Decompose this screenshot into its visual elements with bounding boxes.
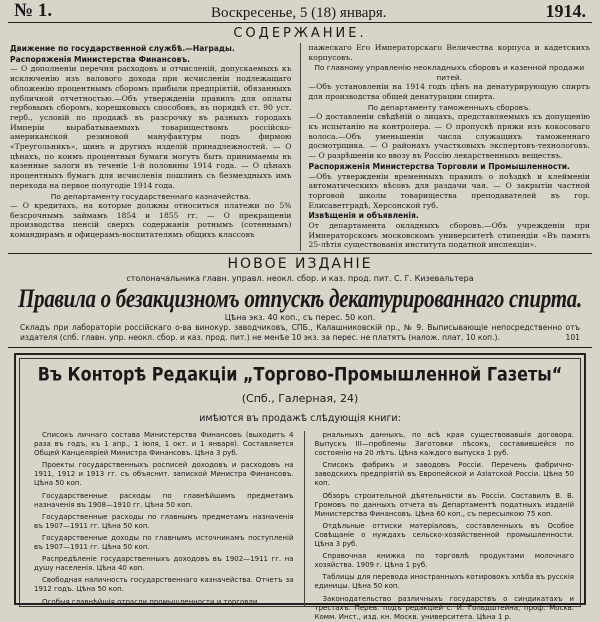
contents-heading: Извѣщенія и объявленія. bbox=[308, 211, 419, 221]
contents-entry: —Объ установленіи на 1914 годъ цѣнъ на денатурирующую спиртъ для производства общей денатурации спирта. bbox=[308, 82, 590, 102]
new-edition-body bbox=[20, 323, 580, 342]
contents-entry: — О дополненіи перечня расходовъ и отчисленій, допускаемыхъ къ исключенію изъ валового дохода при исчисленіи подлежащаго обложенію процентнымъ сборомъ прибыли предпріятій, обязанныхъ публичной отчетностью.—Объ утвержденіи правилъ для оплаты гербовымъ сборомъ, корешковыхъ способовъ, въ порядкѣ ст. 90 уст. герб., условій по продажѣ въ разсрочку въ разныхъ городахъ Имперіи вырабатываемыхъ товариществомъ россійско-американской резиновой мануфактуры подъ фирмою «Треугольникъ», шинъ и другихъ изделій принадлежностей. — О цѣнахъ, по коимъ процентныя бумаги могутъ быть принимаемы въ казенные залоги въ теченіе 1-й половины 1914 года. — О цѣнахъ процентныхъ бумагъ для исчисленія пошлинъ съ безмездныхъ имъ перехода на первое полугодіе 1914 года. bbox=[10, 64, 292, 190]
new-edition-text: Складъ при лабораторіи россійскаго о-ва винокур. заводчиковъ, СПБ., Калашниковскій пр., № 9. Выписывающіе непосредственно отъ издателя (спб. главн. упр. неокл. сбор. и каз. прод. пит.) не менѣе 10 экз. за перес. не платятъ (налож. плат. 10 коп.). bbox=[20, 323, 580, 342]
contents-entry: От департамента окладныхъ сборовъ.—Объ учрежденіи при Императорскомъ московскомъ университетѣ стипендіи «Въ память 25-лѣтія существованія института податной инспекціи». bbox=[308, 221, 590, 250]
book-listing: Государственные расходы по главнымъ предметамъ назначенія въ 1907—1911 гг. Цѣна 50 коп. bbox=[34, 512, 294, 530]
contents-entry: —О доставленіи свѣдѣній о лицахъ, представляемыхъ къ допущенію къ испытанію на контролера. — О пропускѣ пряжи изъ кокосоваго волоса.—Объ уменьшеніи числа служащихъ таможеннаго досмотрщика. — О районахъ участковыхъ экспертовъ-технологовъ. — О разрѣшеніи ко ввозу въ Россію лекарственныхъ веществъ. bbox=[308, 112, 590, 161]
contents-entry: — О кредитахъ, на которые должны относиться платежи по 5% безсрочнымъ займамъ 1854 и 1855 гг. — О прекращеніи производства пенсій сверхъ содержанія ротнымъ (сотеннымъ) командирамъ и офицерамъ-воспитателямъ общихъ классовъ bbox=[10, 201, 292, 240]
masthead bbox=[8, 0, 592, 23]
new-edition-publisher: столоначальника главн. управл. неокл. сбор. и каз. прод. пит. С. Г. Кизевальтера bbox=[126, 274, 474, 283]
contents-columns bbox=[10, 43, 590, 251]
advert-sale-line: имѣются въ продажѣ слѣдующія книги: bbox=[199, 413, 401, 424]
contents-subheading: По департаменту таможенныхъ сборовъ. bbox=[367, 102, 531, 112]
contents-entry: пажескаго Его Императорскаго Величества корпуса и кадетскихъ корпусовъ. bbox=[308, 43, 590, 62]
book-listing: Распредѣленіе государственныхъ доходовъ въ 1902—1911 гг. на душу населенія. Цѣна 40 коп. bbox=[34, 555, 294, 573]
book-listing: Законодательство различныхъ государствъ о синдикатахъ и трестахъ. Перев. подъ редакціей с. И. Гольдштейна, проф. Москв. Комм. Инст., изд. кн. Москв. университета. Цѣна 1 р. bbox=[314, 594, 574, 621]
advert-title: Въ Конторѣ Редакціи „Торгово-Промышленной Газеты“ bbox=[37, 363, 563, 385]
book-listing: Государственные доходы по главнымъ источникамъ поступленій въ 1907—1911 гг. Цѣна 50 коп. bbox=[34, 533, 294, 552]
contents-entry: —Объ утвержденіи временныхъ правилъ о поѣздкѣ и клейменіи автоматическихъ вѣсовъ для раздачи чая. — О закрытіи частной торговой школы товарищества преподавателей въ гор. Елисаветградѣ, Херсонской губ. bbox=[308, 171, 590, 210]
new-edition-price: Цѣна экз. 40 коп., съ перес. 50 коп. bbox=[224, 313, 376, 322]
contents-title: СОДЕРЖАНИЕ. bbox=[233, 26, 367, 41]
book-listing: Списокъ личнаго состава Министерства Финансовъ (выходитъ 4 раза въ годъ, къ 1 апр., 1 іюля, 1 окт. и 1 января). Составляется Общей Канцеляріей Министра Финансовъ. Цѣна 3 руб. bbox=[34, 431, 294, 458]
section-divider bbox=[8, 253, 592, 254]
contents-subheading: По главному управленію неокладныхъ сборовъ и казенной продажи питей. bbox=[314, 63, 585, 82]
advert-address: (Спб., Галерная, 24) bbox=[241, 392, 359, 405]
column-divider bbox=[300, 43, 301, 251]
new-edition-title: НОВОЕ ИЗДАНІЕ bbox=[227, 256, 373, 272]
issue-year: 1914. bbox=[545, 1, 586, 21]
book-listing: Справочная книжка по торговлѣ продуктами молочнаго хозяйства. 1909 г. Цѣна 1 руб. bbox=[314, 552, 574, 570]
book-listing: Таблицы для перевода иностранныхъ котировокъ хлѣба въ русскія единицы. Цѣна 50 коп. bbox=[314, 573, 574, 591]
book-listing: рнальныхъ данныхъ, по всѣ края существовавшія договора. Выпускъ III—проблемы Заготовки лѣсокъ, составившейся по состоянію на 20 лѣтъ. Цѣна каждого выпуска 1 руб. bbox=[314, 431, 574, 458]
new-edition-book-title: Правила о безакцизномъ отпускѣ декатурированнаго спирта. bbox=[18, 283, 582, 313]
book-listing: Особыя главнѣйшія отрасли промышленности и торговли bbox=[42, 597, 258, 606]
advert-columns bbox=[34, 431, 574, 621]
advert-right-column bbox=[314, 431, 575, 621]
book-listing: Отдѣльные оттиски матеріаловъ, составленныхъ въ Особое Совѣщаніе о нуждахъ сельско-хозяйственной промышленности. Цѣна 3 руб. bbox=[314, 521, 574, 549]
book-listing: Обзоръ строительной дѣятельности въ Россіи. Составилъ В. В. Громовъ по данныхъ отчета въ Департаментѣ податныхъ изданій Министерства Финансовъ. Цѣна 60 коп., съ пересылкою 75 коп. bbox=[314, 491, 574, 518]
column-divider bbox=[304, 431, 305, 606]
book-listing: Списокъ фабрикъ и заводовъ Россіи. Перечень фабрично-заводскихъ предпріятій въ Европейской и Азіатской Россіи. Цѣна 50 коп. bbox=[314, 461, 574, 488]
contents-left-column bbox=[10, 43, 292, 251]
issue-number: № 1. bbox=[14, 0, 53, 21]
section-divider bbox=[8, 347, 592, 348]
contents-heading: Распоряженія Министерства Финансовъ. bbox=[10, 54, 191, 64]
contents-right-column bbox=[309, 43, 591, 251]
contents-heading: Распоряженія Министерства Торговли и Промышленности. bbox=[308, 161, 570, 171]
contents-subheading: По департаменту государственнаго казначейства. bbox=[50, 191, 251, 201]
advert-left-column bbox=[34, 431, 294, 606]
advert-inner-frame bbox=[19, 358, 581, 621]
new-edition-code: 101 bbox=[565, 332, 580, 342]
book-listing: Свободная наличность государственнаго казначейства. Отчетъ за 1912 годъ. Цѣна 50 коп. bbox=[34, 576, 294, 594]
contents-heading: Движение по государственной службѣ.—Награды. bbox=[10, 44, 235, 53]
advert-box bbox=[14, 353, 586, 621]
book-listing: Проекты государственныхъ росписей доходовъ и расходовъ на 1911, 1912 и 1913 гг. съ объяснит. запиской Министра Финансовъ. Цѣна 50 коп. bbox=[34, 461, 294, 488]
issue-date: Воскресенье, 5 (18) января. bbox=[211, 5, 387, 21]
book-listing: Государственные расходы по главнѣйшимъ предметамъ назначенія въ 1908—1910 гг. Цѣна 50 коп. bbox=[34, 491, 294, 509]
